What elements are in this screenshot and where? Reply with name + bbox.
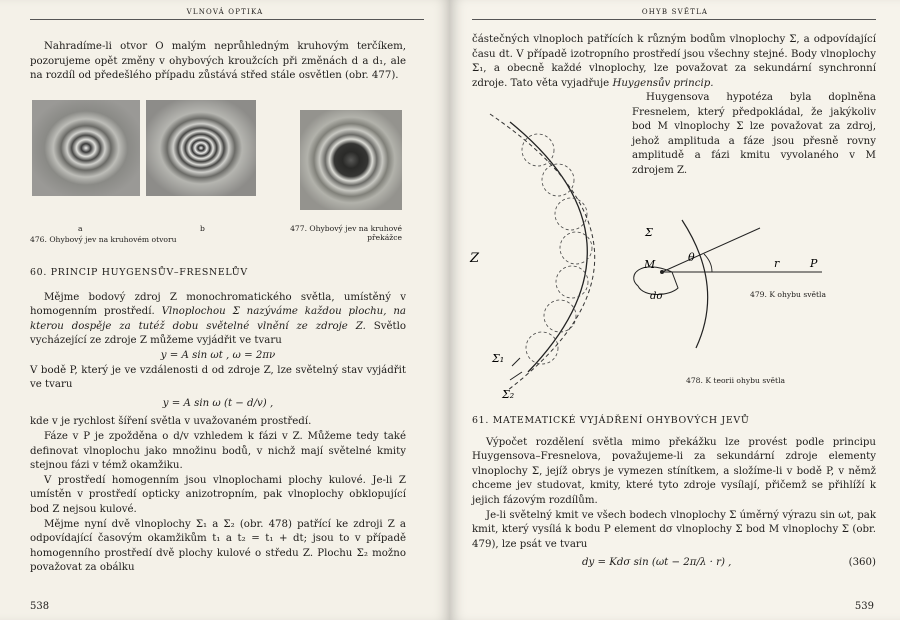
fig479-caption: 479. K ohybu světla (750, 290, 827, 299)
fig476a-label: a (78, 224, 83, 233)
section-61-heading: 61. MATEMATICKÉ VYJÁDŘENÍ OHYBOVÝCH JEVŮ (472, 415, 750, 426)
fig479-theta-arc (704, 254, 712, 272)
right-page (450, 0, 900, 620)
p1-italic-definition: Vlnoplochou Σ nazýváme každou plochu, na kterou dospěje za tutéž dobu světelné vlnění ze zdroje Z. (30, 306, 406, 332)
intro-paragraph: Nahradíme-li otvor O malým neprůhledným kruhovým terčíkem, pozorujeme opět změny v ohybových kroužcích při změnách d a d₁, ale na rozdíl od předešlého případu zůstává střed stále osvětlen (obr. 477). (30, 41, 406, 82)
fig479-dsigma-label: dσ (650, 291, 664, 302)
paragraph-3: kde v je rychlost šíření světla v uvažovaném prostředí. (30, 416, 312, 428)
left-running-head: VLNOVÁ OPTIKA (186, 8, 264, 16)
left-intro (30, 40, 406, 84)
right-page-number: 539 (854, 601, 874, 612)
fig478-z-label: Z (470, 251, 480, 266)
section-60-paragraph-1 (30, 291, 406, 349)
fig479-sigma-label: Σ (645, 226, 653, 239)
equation-360: dy = Kdσ sin (ωt − 2π/λ · r) , (582, 557, 732, 569)
right-paragraph-2: Huygensova hypotéza byla doplněna Fresnelem, který předpokládal, že jakýkoliv bod M vlnoplochy Σ lze považovat za zdroj, jehož amplituda a fáze jsou přesně rovny amplitudě a fázi kmitu vyvolaného v M zdrojem Z. (632, 92, 876, 176)
right-header-rule (472, 19, 876, 20)
paragraph-6: Mějme nyní dvě vlnoplochy Σ₁ a Σ₂ (obr. 478) patřící ke zdroji Z a odpovídající časovým okamžikům t₁ a t₂ = t₁ + dt; jsou to v případě homogenního prostředí dvě plochy kulové o středu Z. Plochu Σ₂ možno považovat za obálku (30, 518, 406, 574)
fig476a-photo (32, 100, 140, 196)
fig478-479-diagram (450, 110, 900, 400)
sigma-pointer-lines (510, 358, 522, 380)
fig477-caption: 477. Ohybový jev na kruhové překážce (290, 224, 402, 242)
fig479-p-label: P (810, 257, 818, 270)
fig476b-photo (146, 100, 256, 196)
p1-tail: Světlo vycházející ze zdroje Z můžeme vyjádřit ve tvaru (30, 320, 406, 347)
fig479-r-label: r (774, 257, 780, 270)
fig477-photo (300, 110, 402, 210)
fig476-caption: 476. Ohybový jev na kruhovém otvoru (30, 235, 177, 244)
left-body (30, 266, 406, 576)
equation-1: y = A sin ωt , ω = 2πν (160, 349, 276, 361)
left-page-number: 538 (30, 601, 50, 612)
right-lower-text (472, 414, 876, 574)
rp1-text: částečných vlnoploch patřících k různým bodům vlnoplochy Σ, a odpovídající času dt. V případě izotropního prostředí jsou všechny stejné. Body vlnoplochy Σ₁, a obecně každé vlnoplochy, lze považovat za sekundární synchronní zdroje. Tato věta vyjadřuje (472, 34, 876, 89)
fig479-sigma-arc (682, 220, 708, 348)
right-paragraph-4: Je-li světelný kmit ve všech bodech vlnoplochy Σ úměrný výrazu sin ωt, pak kmit, který vysílá k bodu P element dσ vlnoplochy Σ bod M vlnoplochy Σ (obr. 479), lze psát ve tvaru (472, 509, 876, 550)
right-top-text (472, 33, 876, 91)
fig476b-label: b (200, 224, 205, 233)
p1-plain: Mějme bodový zdroj Z monochromatického světla, umístěný v homogenním prostředí. (30, 291, 406, 318)
paragraph-5: V prostředí homogenním jsou vlnoplochami plochy kulové. Je-li Z umístěn v prostředí opticky anizotropním, pak vlnoplochy obklopující bod Z nejsou kulové. (30, 474, 406, 515)
equation-360-number: (360) (848, 557, 876, 569)
sigma1-arc (510, 122, 587, 372)
right-running-head: OHYB SVĚTLA (641, 8, 709, 16)
secondary-wavelets (522, 134, 592, 364)
sigma2-arc (490, 114, 595, 390)
section-60-heading: 60. PRINCIP HUYGENSŮV–FRESNELŮV (30, 267, 248, 278)
fig479-theta-label: θ (688, 251, 695, 264)
right-paragraph-3: Výpočet rozdělení světla mimo překážku lze provést podle principu Huygensova–Fresnelova, považujeme-li za sekundární zdroje elementy vlnoplochy Σ, jejíž obrys je vymezen stínítkem, a složíme-li v bodě P, v němž chceme jev studovat, kmity, které tyto zdroje vysílají, přičemž se přihlíží k jejich fázovým rozdílům. (472, 436, 876, 506)
fig479-point-m (660, 270, 664, 274)
rp1-italic: Huygensův princip. (612, 77, 714, 89)
paragraph-4: Fáze v P je zpožděna o d/v vzhledem k fázi v Z. Můžeme tedy také definovat vlnoplochu jako množinu bodů, v nichž mají světelné kmity stejnou fázi v témž okamžiku. (30, 430, 406, 472)
fig479-m-label: M (644, 258, 656, 271)
equation-2: y = A sin ω (t − d/v) , (162, 397, 274, 409)
fig478-sigma1-label: Σ₁ (492, 352, 505, 365)
left-header-rule (30, 19, 424, 20)
fig478-caption: 478. K teorii ohybu světla (686, 376, 786, 385)
fig478-sigma2-label: Σ₂ (502, 388, 515, 400)
equation-360-row (472, 554, 876, 574)
right-paragraph-1 (472, 33, 876, 91)
paragraph-2: V bodě P, který je ve vzdálenosti d od zdroje Z, lze světelný stav vyjádřit ve tvaru (30, 364, 406, 391)
